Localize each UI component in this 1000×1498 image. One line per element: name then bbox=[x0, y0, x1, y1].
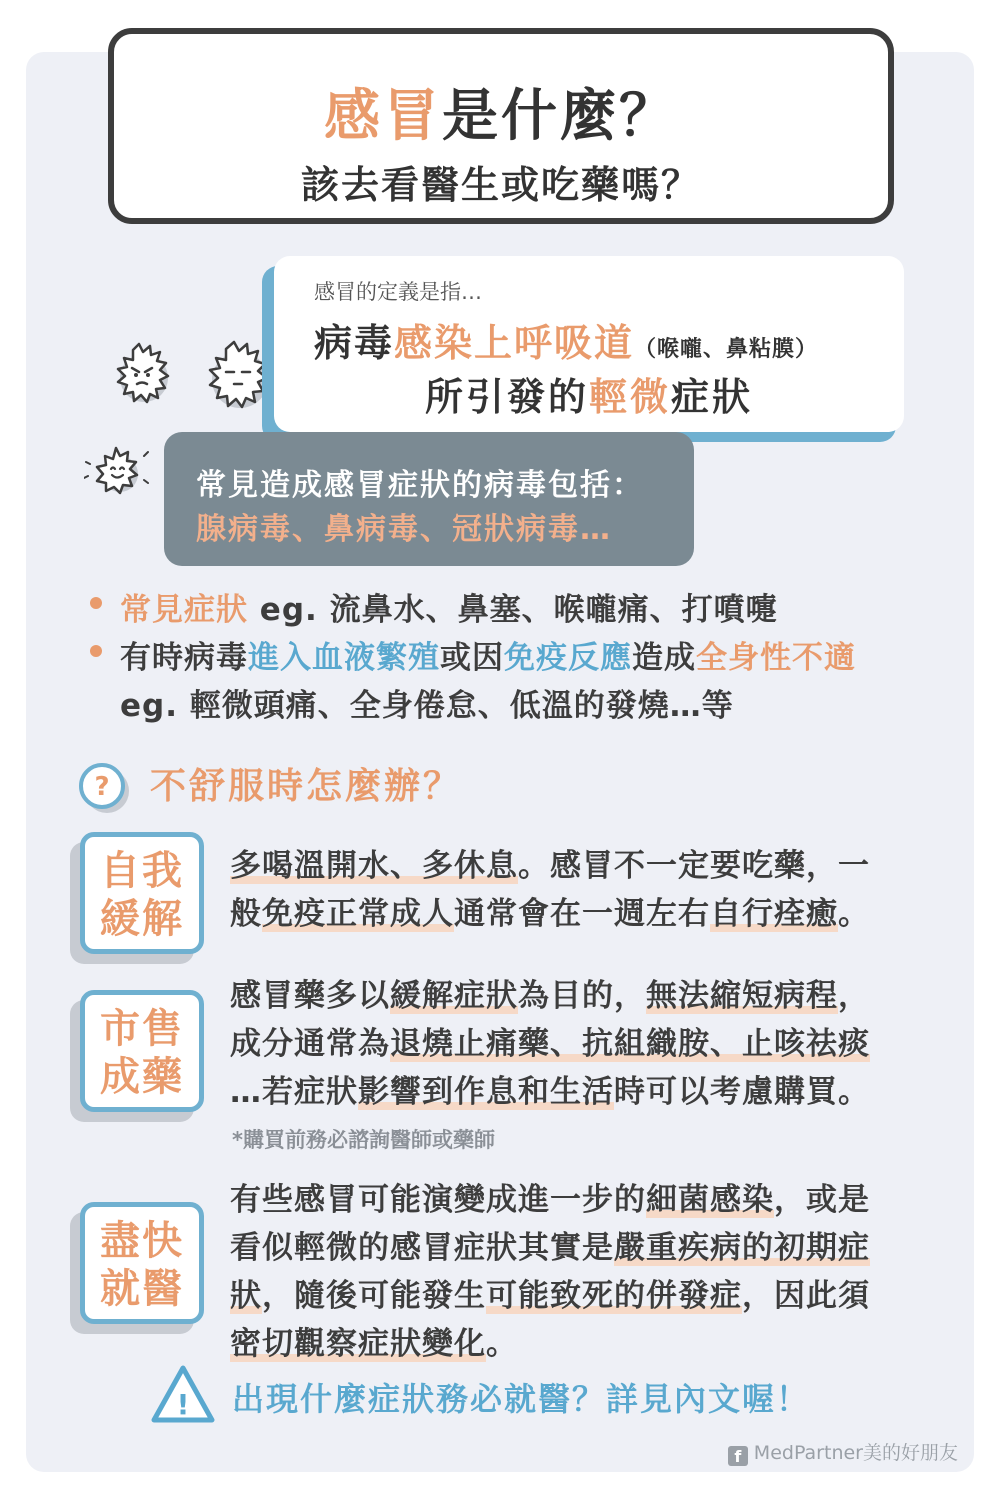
warning-icon bbox=[150, 1364, 216, 1426]
virus-box bbox=[164, 432, 694, 566]
virus-list: 腺病毒、鼻病毒、冠狀病毒… bbox=[196, 512, 612, 547]
warning-text: 出現什麼症狀務必就醫？詳見內文喔！ bbox=[232, 1380, 811, 1418]
question-icon-glyph: ? bbox=[94, 772, 110, 802]
germ-angry-icon bbox=[106, 338, 176, 410]
definition-line1: 病毒感染上呼吸道（喉嚨、鼻粘膜） bbox=[314, 321, 819, 365]
bullet-dot bbox=[90, 645, 102, 657]
otc-medicine-text: 感冒藥多以緩解症狀為目的，無法縮短病程， 成分通常為退燒止痛藥、抗組織胺、止咳祛痰 …若症狀影響到作息和生活時可以考慮購買。 bbox=[230, 978, 870, 1110]
definition-intro: 感冒的定義是指… bbox=[314, 280, 482, 304]
tag-self-relief: 自我 緩解 bbox=[80, 832, 204, 954]
virus-heading: 常見造成感冒症狀的病毒包括： bbox=[196, 468, 644, 503]
page-title: 感冒是什麼？ bbox=[324, 84, 678, 149]
definition-line2: 所引發的輕微症狀 bbox=[424, 375, 754, 419]
bullet-systemic: 有時病毒進入血液繁殖或因免疫反應造成全身性不適 bbox=[120, 632, 856, 677]
tag-see-doctor: 盡快 就醫 bbox=[80, 1202, 204, 1324]
bullet-dot bbox=[90, 597, 102, 609]
page-subtitle: 該去看醫生或吃藥嗎？ bbox=[300, 163, 701, 207]
self-relief-text: 多喝溫開水、多休息。感冒不一定要吃藥，一 般免疫正常成人通常會在一週左右自行痊癒。 bbox=[230, 848, 870, 932]
footer-credit: f MedPartner美的好朋友 bbox=[728, 1438, 958, 1466]
germ-happy-icon bbox=[84, 440, 150, 500]
bullet-systemic-examples: eg. 輕微頭痛、全身倦怠、低溫的發燒…等 bbox=[120, 688, 734, 724]
title-box bbox=[108, 28, 894, 224]
warning-icon-glyph: ! bbox=[176, 1388, 190, 1421]
tag-otc-medicine: 市售 成藥 bbox=[80, 990, 204, 1112]
question-title: 不舒服時怎麼辦？ bbox=[150, 766, 463, 807]
see-doctor-text: 有些感冒可能演變成進一步的細菌感染，或是 看似輕微的感冒症狀其實是嚴重疾病的初期症 狀，隨後可能發生可能致死的併發症，因此須 密切觀察症狀變化。 bbox=[230, 1182, 870, 1362]
otc-note: *購買前務必諮詢醫師或藥師 bbox=[232, 1128, 495, 1152]
question-icon bbox=[76, 760, 130, 814]
bullet-common-symptoms: 常見症狀 eg. 流鼻水、鼻塞、喉嚨痛、打噴嚏 bbox=[120, 584, 778, 629]
definition-box bbox=[274, 256, 904, 432]
facebook-icon: f bbox=[728, 1446, 748, 1466]
